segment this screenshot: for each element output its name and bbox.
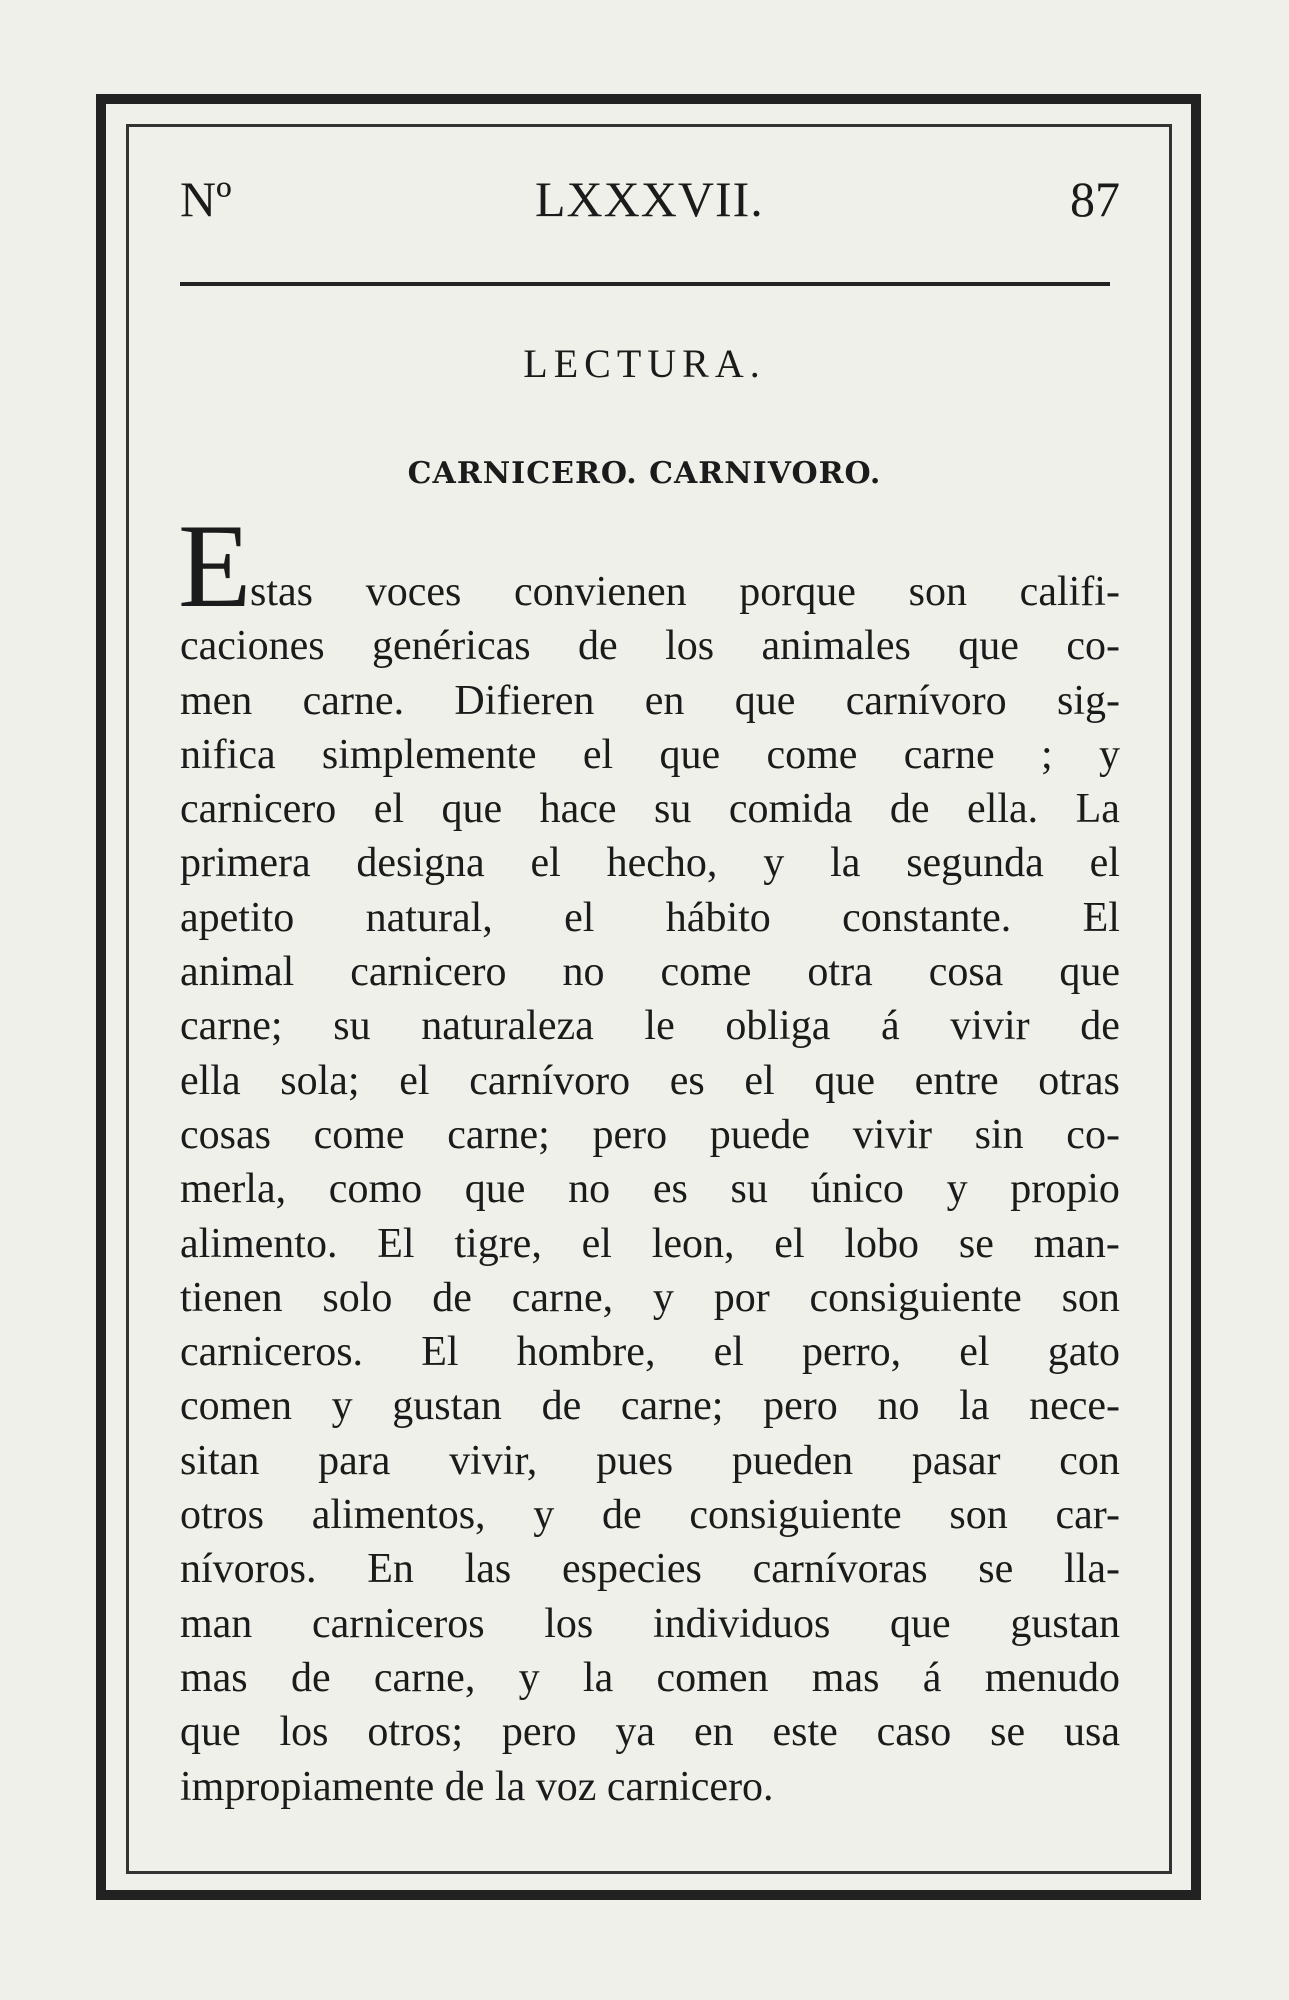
text-line — [180, 1217, 1120, 1271]
word: designa — [356, 840, 485, 887]
word: individuos — [652, 1600, 831, 1647]
word: no — [562, 949, 605, 996]
text-line — [180, 1597, 1120, 1651]
word: el — [373, 786, 404, 833]
word: ella — [180, 1057, 241, 1104]
word: carne, — [373, 1654, 476, 1701]
word: y — [763, 840, 785, 887]
word: comen — [656, 1654, 769, 1701]
word: el — [399, 1057, 430, 1104]
word: menudo — [984, 1654, 1120, 1701]
word: de — [290, 1654, 331, 1701]
word: vivir — [852, 1111, 932, 1158]
word: son — [908, 569, 967, 615]
word: gato — [1047, 1329, 1120, 1376]
word: simplemente — [321, 731, 537, 778]
word: carnívoras — [752, 1546, 928, 1593]
word: en — [644, 677, 685, 724]
word: que — [814, 1057, 876, 1104]
word: y — [331, 1383, 353, 1430]
word: le — [644, 1003, 675, 1050]
word: consiguiente — [809, 1274, 1022, 1321]
word: el — [582, 731, 614, 778]
word: á — [881, 1003, 900, 1050]
word: segunda — [906, 840, 1044, 887]
word: come — [766, 731, 858, 778]
word: hace — [539, 786, 617, 833]
word: merla, — [180, 1166, 287, 1213]
word: se — [958, 1220, 994, 1267]
word: naturaleza — [421, 1003, 594, 1050]
word: califi- — [1019, 569, 1120, 615]
word: natural, — [365, 894, 493, 941]
text-line — [180, 1651, 1120, 1705]
word: este — [772, 1709, 838, 1756]
word: pero — [592, 1111, 668, 1158]
word: leon, — [651, 1220, 735, 1267]
text-line — [180, 1054, 1120, 1108]
word: hábito — [665, 894, 771, 941]
text-line: impropiamente de la voz carnicero. — [180, 1763, 774, 1810]
word: que — [659, 731, 721, 778]
text-line — [180, 728, 1120, 782]
word: Difieren — [454, 677, 595, 724]
word: ya — [615, 1709, 656, 1756]
word: solo — [322, 1274, 393, 1321]
word: apetito — [180, 894, 295, 941]
word: el — [959, 1329, 990, 1376]
word: de — [1080, 1003, 1120, 1050]
text-line — [180, 782, 1120, 836]
text-line — [180, 1705, 1120, 1759]
word: sitan — [180, 1437, 260, 1484]
word: de — [578, 623, 618, 670]
word: que — [734, 677, 796, 724]
word: vivir — [950, 1003, 1030, 1050]
word: tienen — [180, 1274, 283, 1321]
word: mas — [811, 1654, 880, 1701]
word: cosa — [928, 949, 1004, 996]
word: nívoros. — [180, 1546, 317, 1593]
word: en — [693, 1709, 734, 1756]
word: los — [665, 623, 715, 670]
word: primera — [180, 840, 311, 887]
word: su — [730, 1166, 768, 1213]
word: el — [564, 894, 595, 941]
word: como — [328, 1166, 423, 1213]
word: car- — [1055, 1492, 1120, 1539]
word: otros; — [367, 1709, 464, 1756]
word: lobo — [844, 1220, 920, 1267]
text-line — [180, 1542, 1120, 1596]
word: otra — [807, 949, 873, 996]
word: lla- — [1063, 1546, 1120, 1593]
word: único — [810, 1166, 904, 1213]
word: co- — [1066, 623, 1120, 670]
word: caso — [876, 1709, 952, 1756]
word: tigre, — [454, 1220, 542, 1267]
text-line — [180, 1488, 1120, 1542]
text-line — [180, 1434, 1120, 1488]
word: de — [889, 786, 930, 833]
word: animales — [761, 623, 911, 670]
word: carne — [903, 731, 995, 778]
word: que — [890, 1600, 951, 1647]
word: mas — [180, 1654, 248, 1701]
text-line — [180, 565, 1120, 619]
word: y — [533, 1492, 555, 1539]
word: para — [318, 1437, 391, 1484]
text-line — [180, 999, 1120, 1053]
word: carniceros — [312, 1600, 485, 1647]
word: á — [922, 1654, 942, 1701]
word: perro, — [802, 1329, 902, 1376]
word: sin — [974, 1111, 1024, 1158]
word: consiguiente — [689, 1492, 902, 1539]
word: gustan — [1010, 1600, 1120, 1647]
word: otros — [180, 1492, 264, 1539]
word: su — [333, 1003, 371, 1050]
word: ; — [1040, 731, 1053, 778]
word: carnívoro — [469, 1057, 631, 1104]
word: entre — [914, 1057, 999, 1104]
word: men — [180, 677, 253, 724]
word: carne; — [180, 1003, 283, 1050]
word: es — [669, 1057, 705, 1104]
page-header — [180, 170, 1120, 230]
word: que — [180, 1709, 241, 1756]
entry-title: CARNICERO. CARNIVORO. — [407, 456, 882, 491]
word: puede — [709, 1111, 811, 1158]
word: otras — [1038, 1057, 1120, 1104]
text-line — [180, 1325, 1120, 1379]
word: propio — [1010, 1166, 1120, 1213]
word: carnicero — [350, 949, 507, 996]
header-rule — [180, 282, 1110, 286]
word: stas — [250, 569, 313, 615]
word: comida — [728, 786, 853, 833]
text-line — [180, 891, 1120, 945]
word: carnicero — [180, 786, 337, 833]
word: La — [1075, 786, 1120, 833]
word: de — [602, 1492, 642, 1539]
word: y — [946, 1166, 968, 1213]
word: cosas — [180, 1111, 271, 1158]
word: constante. — [842, 894, 1012, 941]
body-text — [180, 565, 1120, 1814]
word: es — [652, 1166, 688, 1213]
word: gustan — [392, 1383, 502, 1430]
text-line — [180, 619, 1120, 673]
word: se — [978, 1546, 1014, 1593]
word: de — [541, 1383, 582, 1430]
word: son — [949, 1492, 1008, 1539]
word: y — [518, 1654, 540, 1701]
word: hombre, — [516, 1329, 656, 1376]
word: carne; — [620, 1383, 724, 1430]
word: pasar — [911, 1437, 1001, 1484]
word: nifica — [180, 731, 276, 778]
word: carniceros. — [180, 1329, 364, 1376]
word: que — [441, 786, 503, 833]
word: usa — [1063, 1709, 1120, 1756]
word: pero — [501, 1709, 577, 1756]
word: man- — [1033, 1220, 1120, 1267]
text-line — [180, 836, 1120, 890]
text-line — [180, 1108, 1120, 1162]
word: come — [313, 1111, 405, 1158]
word: comen — [180, 1383, 292, 1430]
drop-cap: E — [178, 499, 252, 632]
word: no — [877, 1383, 920, 1430]
text-line — [180, 674, 1120, 728]
word: El — [421, 1329, 459, 1376]
text-line — [180, 1271, 1120, 1325]
word: el — [774, 1220, 805, 1267]
text-line — [180, 1379, 1120, 1433]
word: y — [652, 1274, 674, 1321]
word: especies — [561, 1546, 702, 1593]
word: carne. — [302, 677, 405, 724]
word: pueden — [731, 1437, 854, 1484]
word: pero — [763, 1383, 838, 1430]
word: el — [530, 840, 561, 887]
word: que — [464, 1166, 526, 1213]
word: ella. — [967, 786, 1039, 833]
word: voces — [365, 569, 462, 615]
word: el — [744, 1057, 775, 1104]
word: que — [958, 623, 1019, 670]
word: las — [464, 1546, 512, 1593]
word: la — [959, 1383, 990, 1430]
word: animal — [180, 949, 295, 996]
text-line — [180, 945, 1120, 999]
word: sola; — [280, 1057, 360, 1104]
word: carne; — [447, 1111, 550, 1158]
entry-roman-numeral: LXXXVII. — [535, 171, 764, 227]
word: alimentos, — [311, 1492, 486, 1539]
word: hecho, — [606, 840, 718, 887]
word: el — [1089, 840, 1120, 887]
word: que — [1059, 949, 1120, 996]
word: no — [568, 1166, 611, 1213]
word: nece- — [1029, 1383, 1120, 1430]
page-number: 87 — [1070, 171, 1120, 227]
word: carnívoro — [845, 677, 1007, 724]
section-title: LECTURA. — [523, 341, 766, 386]
word: de — [432, 1274, 472, 1321]
word: co- — [1066, 1111, 1120, 1158]
word: El — [377, 1220, 415, 1267]
word: y — [1098, 731, 1120, 778]
word: por — [713, 1274, 770, 1321]
word: sig- — [1056, 677, 1120, 724]
word: la — [582, 1654, 614, 1701]
word: caciones — [180, 623, 325, 670]
word: porque — [739, 569, 856, 615]
word: los — [544, 1600, 594, 1647]
word: El — [1082, 894, 1120, 941]
number-label: Nº — [180, 171, 232, 227]
word: el — [713, 1329, 744, 1376]
word: alimento. — [180, 1220, 338, 1267]
word: carne, — [511, 1274, 614, 1321]
word: come — [660, 949, 752, 996]
word: pues — [596, 1437, 674, 1484]
word: vivir, — [449, 1437, 538, 1484]
word: En — [367, 1546, 414, 1593]
word: genéricas — [372, 623, 531, 670]
word: el — [581, 1220, 612, 1267]
word: los — [279, 1709, 329, 1756]
word: la — [830, 840, 861, 887]
word: su — [654, 786, 692, 833]
word: se — [990, 1709, 1026, 1756]
word: con — [1059, 1437, 1120, 1484]
word: man — [180, 1600, 253, 1647]
word: convienen — [514, 569, 687, 615]
word: son — [1061, 1274, 1120, 1321]
text-line — [180, 1162, 1120, 1216]
word: obliga — [725, 1003, 831, 1050]
